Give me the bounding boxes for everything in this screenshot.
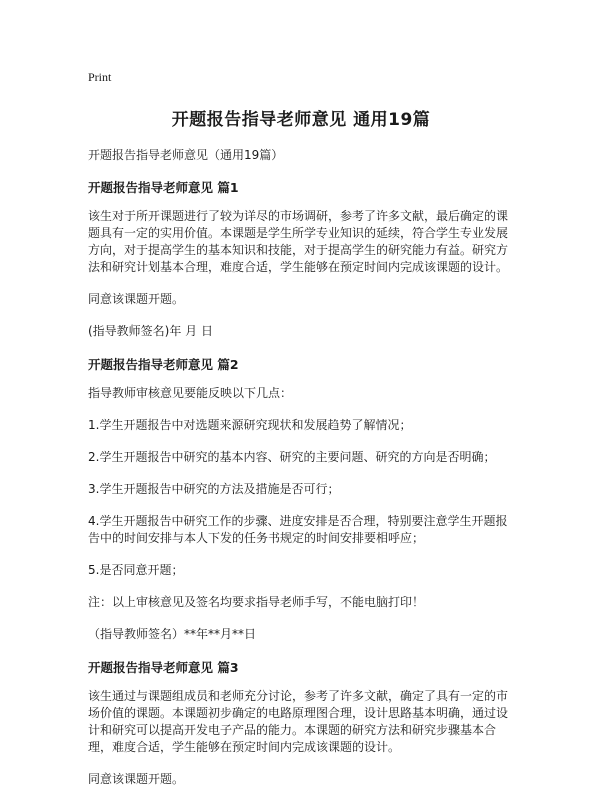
document-subtitle: 开题报告指导老师意见（通用19篇） xyxy=(88,148,284,162)
print-label: Print xyxy=(88,70,112,84)
document-body xyxy=(88,178,514,788)
section xyxy=(88,355,514,643)
section-paragraph: 5.是否同意开题； xyxy=(88,563,184,577)
section-paragraph: 该生对于所开课题进行了较为详尽的市场调研，参考了许多文献，最后确定的课题具有一定的实用价值。本课题是学生所学专业知识的延续，符合学生专业发展方向，对于提高学生的基本知识和技能，对于提高学生的研究能力有益。研究方法和研究计划基本合理，难度合适，学生能够在预定时间内完成该课题的设计。 xyxy=(88,209,509,274)
section xyxy=(88,178,514,340)
section-heading: 开题报告指导老师意见 篇2 xyxy=(88,357,239,372)
section-paragraph: 同意该课题开题。 xyxy=(88,772,185,786)
section-paragraph: 2.学生开题报告中研究的基本内容、研究的主要问题、研究的方向是否明确； xyxy=(88,450,496,464)
section-paragraph: 同意该课题开题。 xyxy=(88,292,185,306)
section-paragraph: 注：以上审核意见及签名均要求指导老师手写，不能电脑打印！ xyxy=(88,595,425,609)
section-paragraph: 指导教师审核意见要能反映以下几点： xyxy=(88,386,293,400)
section-heading: 开题报告指导老师意见 篇3 xyxy=(88,660,239,675)
section-paragraph: 1.学生开题报告中对选题来源研究现状和发展趋势了解情况； xyxy=(88,418,412,432)
section-paragraph: 3.学生开题报告中研究的方法及措施是否可行； xyxy=(88,482,340,496)
section xyxy=(88,658,514,788)
document-title: 开题报告指导老师意见 通用19篇 xyxy=(171,110,431,130)
section-paragraph: (指导教师签名)年 月 日 xyxy=(88,324,213,338)
section-paragraph: 该生通过与课题组成员和老师充分讨论，参考了许多文献，确定了具有一定的市场价值的课题。本课题初步确定的电路原理图合理，设计思路基本明确，通过设计和研究可以提高开发电子产品的能力。本课题的研究方法和研究步骤基本合理，难度合适，学生能够在预定时间内完成该课题的设计。 xyxy=(88,689,509,754)
section-heading: 开题报告指导老师意见 篇1 xyxy=(88,180,239,195)
section-paragraph: （指导教师签名）**年**月**日 xyxy=(88,627,257,641)
section-paragraph: 4.学生开题报告中研究工作的步骤、进度安排是否合理，特别要注意学生开题报告中的时间安排与本人下发的任务书规定的时间安排要相呼应； xyxy=(88,514,508,545)
